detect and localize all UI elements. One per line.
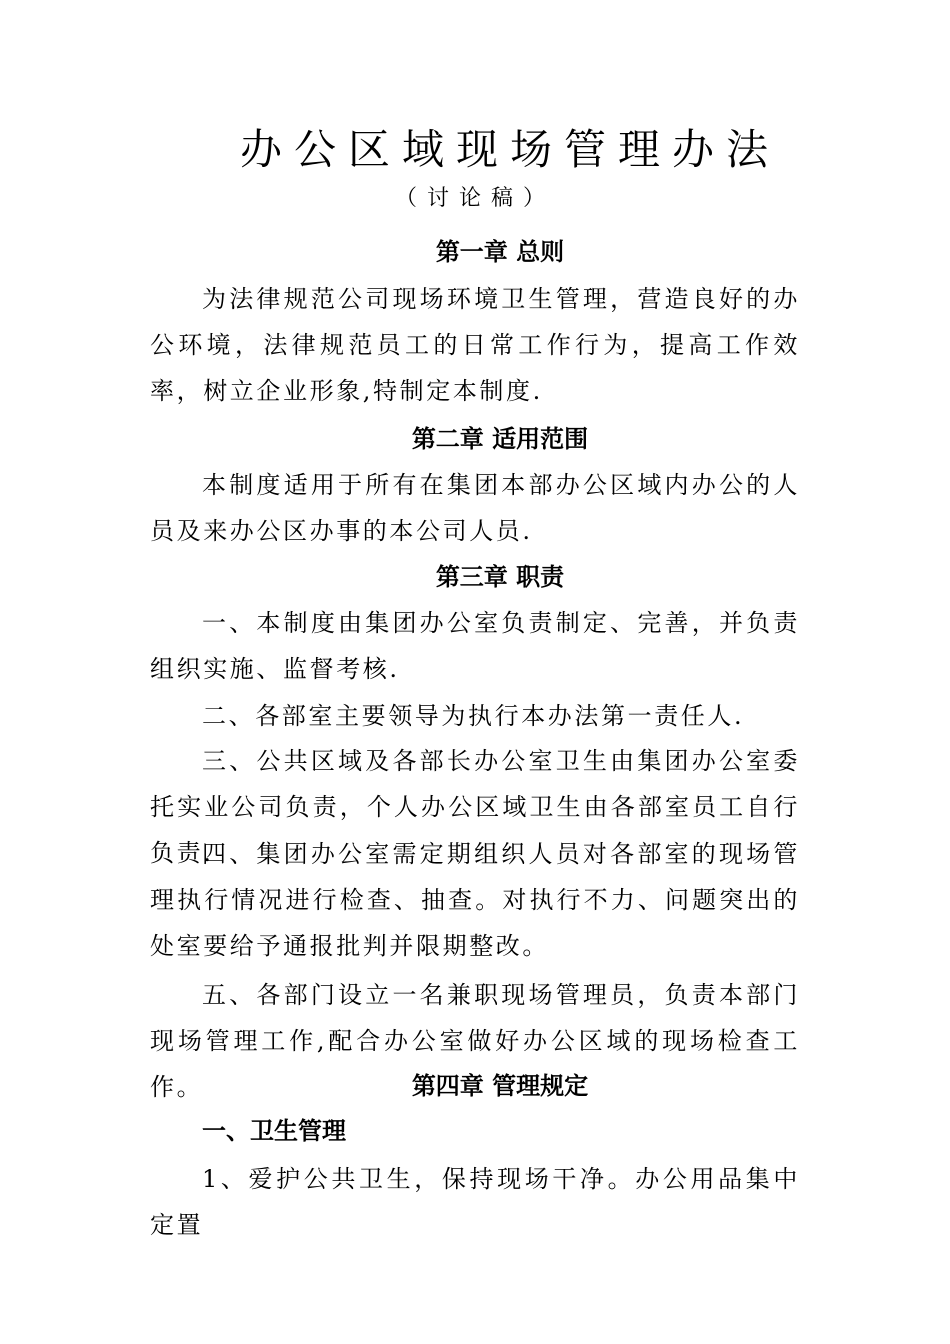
chapter-1-paragraph: 为法律规范公司现场环境卫生管理，营造良好的办公环境，法律规范员工的日常工作行为，提高工作效率，树立企业形象,特制定本制度. (150, 285, 800, 405)
chapter-3-item-5: 五、各部门设立一名兼职现场管理员，负责本部门现场管理工作,配合办公室做好办公区域的现场检查工作。 (150, 981, 800, 1101)
chapter-3-item-3: 三、公共区域及各部长办公室卫生由集团办公室委托实业公司负责，个人办公区域卫生由各部室员工自行负责. (150, 747, 800, 867)
chapter-3-heading: 第三章 职责 (435, 563, 565, 591)
document-subtitle: （讨论稿） (394, 186, 555, 211)
chapter-3-item-2: 二、各部室主要领导为执行本办法第一责任人. (202, 702, 745, 730)
chapter-3-item-1: 一、本制度由集团办公室负责制定、完善，并负责组织实施、监督考核. (150, 609, 800, 683)
chapter-1-heading: 第一章 总则 (435, 238, 565, 266)
section-heading-hygiene: 一、卫生管理 (202, 1117, 346, 1145)
document-title: 办公区域现场管理办法 (239, 125, 780, 174)
chapter-2-heading: 第二章 适用范围 (411, 425, 589, 453)
chapter-4-heading: 第四章 管理规定 (411, 1072, 589, 1100)
chapter-4-item-1: 1、爱护公共卫生，保持现场干净。办公用品集中定置 (150, 1165, 800, 1239)
chapter-3-item-4: 四、集团办公室需定期组织人员对各部室的现场管理执行情况进行检查、抽查。对执行不力、问题突出的处室要给予通报批判并限期整改。 (150, 840, 800, 960)
chapter-2-paragraph: 本制度适用于所有在集团本部办公区域内办公的人员及来办公区办事的本公司人员. (150, 471, 800, 545)
